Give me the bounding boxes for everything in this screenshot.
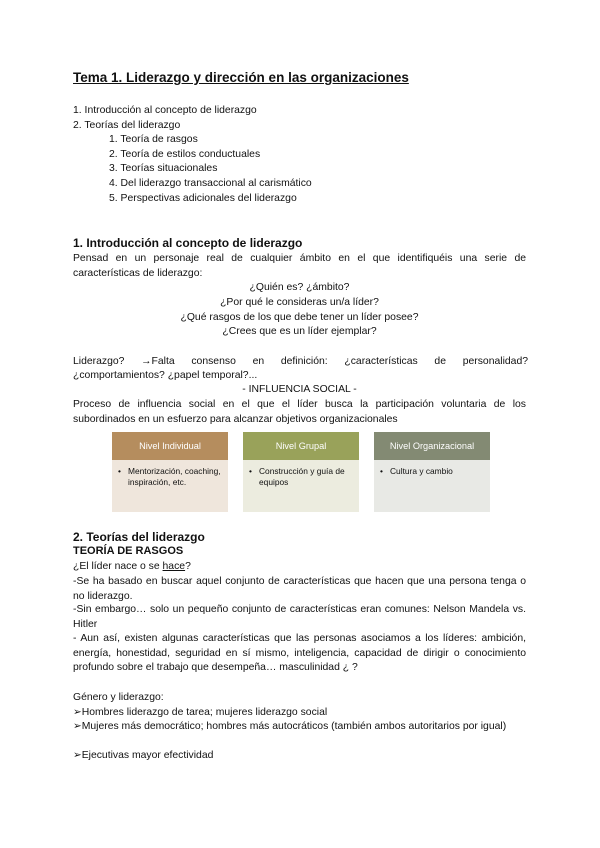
section-1-heading: 1. Introducción al concepto de liderazgo — [73, 236, 303, 250]
level-column-organizacional — [374, 432, 490, 512]
toc-item: 1. Introducción al concepto de liderazgo — [73, 105, 257, 116]
levels-diagram — [112, 432, 490, 512]
level-item-text: Mentorización, coaching, inspiración, etc. — [128, 466, 221, 487]
genero-title: Género y liderazgo: — [73, 692, 164, 703]
bullet-icon: • — [118, 466, 121, 476]
toc-subitem: 5. Perspectivas adicionales del liderazgo — [109, 192, 297, 204]
level-column-individual — [112, 432, 228, 512]
teoria-rasgos-heading: TEORÍA DE RASGOS — [73, 545, 184, 557]
level-header: Nivel Individual — [112, 432, 228, 460]
question-suffix: ? — [185, 561, 191, 572]
level-item-text: Construcción y guía de equipos — [259, 466, 345, 487]
level-item-text: Cultura y cambio — [390, 466, 453, 476]
question-line: ¿Crees que es un líder ejemplar? — [222, 326, 377, 338]
level-body — [112, 460, 228, 512]
genero-item: ➢Hombres liderazgo de tarea; mujeres liderazgo social — [73, 707, 328, 718]
influencia-social-label — [73, 383, 526, 398]
genero-item: ➢Ejecutivas mayor efectividad — [73, 750, 214, 761]
level-column-grupal — [243, 432, 359, 512]
level-body — [374, 460, 490, 512]
level-item — [380, 466, 484, 477]
section-2-heading: 2. Teorías del liderazgo — [73, 530, 205, 544]
question-line: ¿Qué rasgos de los que debe tener un líder posee? — [180, 311, 419, 323]
document-title: Tema 1. Liderazgo y dirección en las organizaciones — [73, 70, 409, 85]
proceso-definition: Proceso de influencia social en el que el líder busca la participación voluntaria de los subordinados en un esfuerzo para alcanzar objetivos organizacionales — [73, 399, 526, 425]
toc-subitem: 3. Teorías situacionales — [109, 163, 218, 175]
underlined-word: hace — [162, 561, 186, 572]
toc-subitem: 1. Teoría de rasgos — [109, 134, 198, 146]
toc-subitem: 4. Del liderazgo transaccional al carismático — [109, 177, 312, 189]
level-item — [118, 466, 222, 488]
level-body — [243, 460, 359, 512]
influencia-text: - INFLUENCIA SOCIAL - — [242, 384, 357, 395]
level-item — [249, 466, 353, 488]
rasgos-paragraph-2: -Sin embargo… solo un pequeño conjunto de características eran comunes: Nelson Mandela vs. Hitler — [73, 604, 526, 630]
question-prefix: ¿El líder nace o se — [73, 561, 163, 572]
question-line: ¿Por qué le consideras un/a líder? — [220, 296, 379, 308]
question-line: ¿Quién es? ¿ámbito? — [249, 282, 350, 293]
nace-o-se-hace-question — [73, 560, 528, 575]
bullet-icon: • — [380, 466, 383, 476]
level-header: Nivel Organizacional — [374, 432, 490, 460]
level-header: Nivel Grupal — [243, 432, 359, 460]
liderazgo-line-1: Liderazgo? →Falta consenso en definición: ¿características de personalidad? — [73, 356, 528, 367]
table-of-contents — [73, 104, 533, 206]
rasgos-paragraph-3: - Aun así, existen algunas características que las personas asociamos a los líderes: ambición, energía, honestidad, seguridad en sí mismo, inteligencia, capacidad de dirigir o conocimiento profundo sobre el trabajo que desempeña… masculinidad ¿ ? — [73, 633, 526, 674]
section-1-intro: Pensad en un personaje real de cualquier ámbito en el que identifiquéis una serie de características de liderazgo: — [73, 253, 526, 279]
toc-item: 2. Teorías del liderazgo — [73, 119, 181, 131]
liderazgo-line-2: ¿comportamientos? ¿papel temporal?... — [73, 370, 258, 381]
bullet-icon: • — [249, 466, 252, 476]
genero-item: ➢Mujeres más democrático; hombres más autocráticos (también ambos autoritarios por igual) — [73, 721, 507, 732]
reflection-questions — [73, 281, 526, 340]
toc-subitem: 2. Teoría de estilos conductuales — [109, 148, 261, 160]
rasgos-paragraph-1: -Se ha basado en buscar aquel conjunto de características que hacen que una persona tenga o no liderazgo. — [73, 576, 526, 602]
